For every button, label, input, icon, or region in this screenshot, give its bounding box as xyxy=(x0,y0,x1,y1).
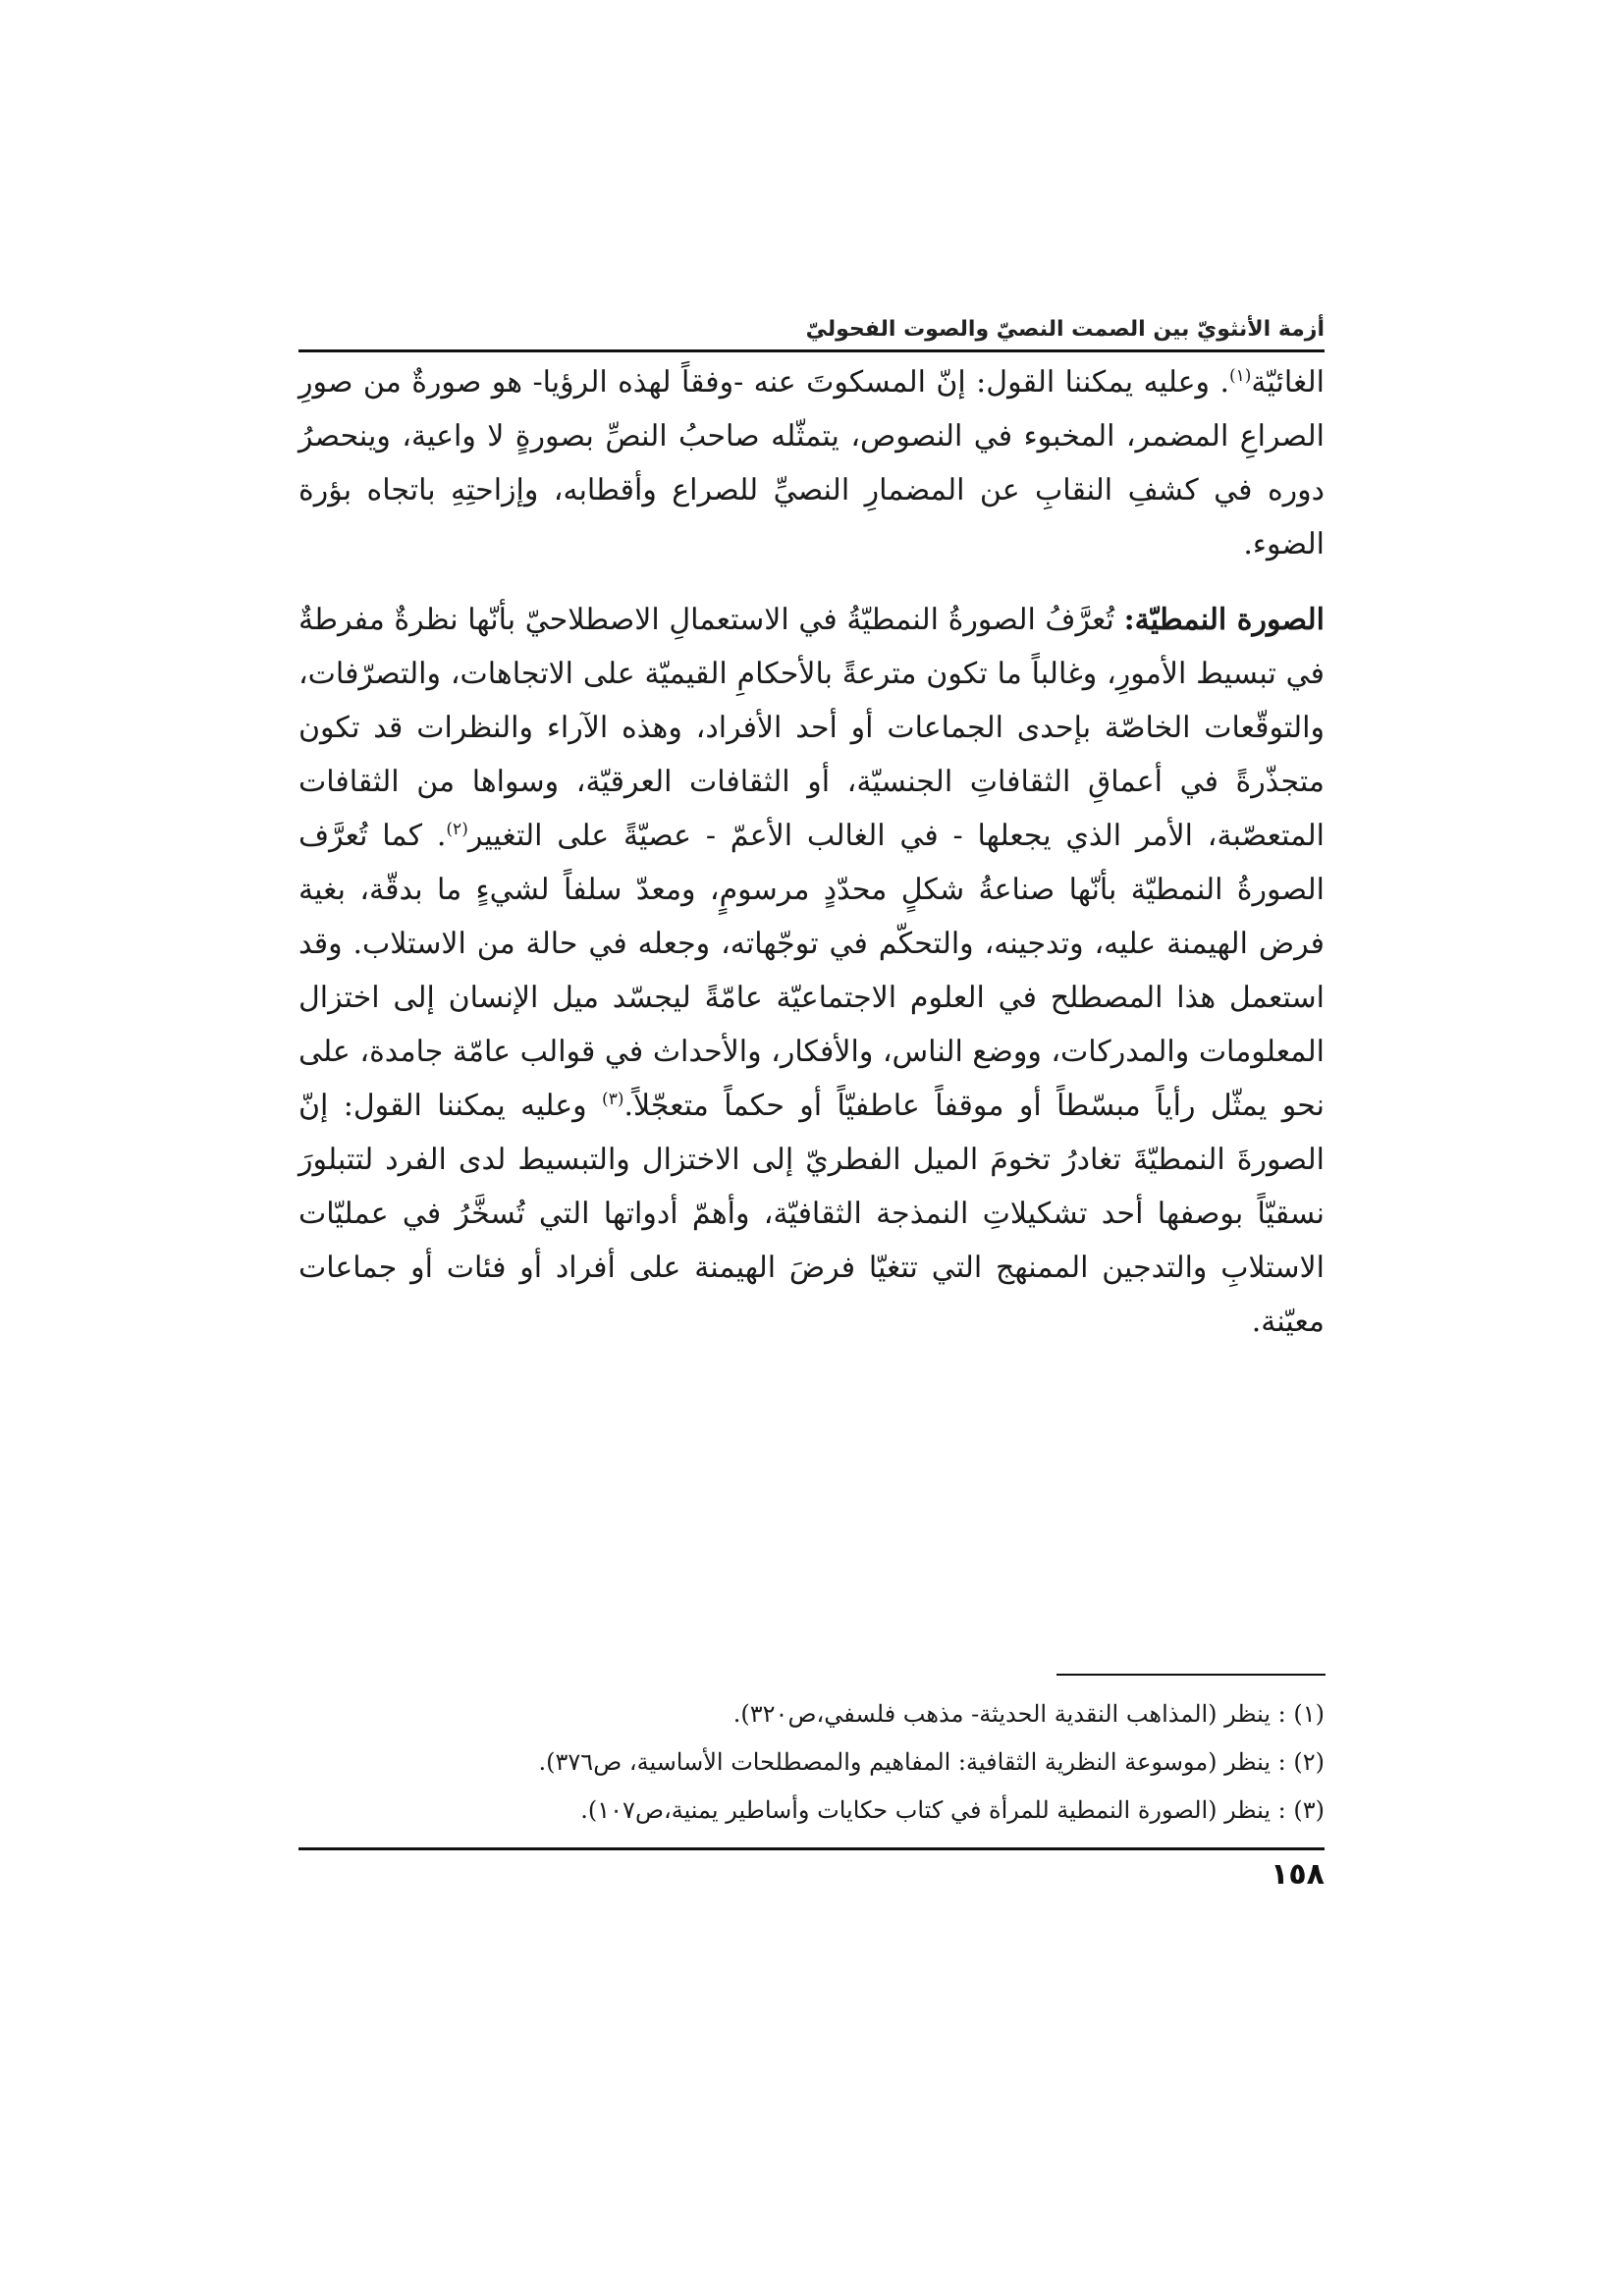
footnote-ref-1: (١) xyxy=(1229,366,1252,386)
footnote-ref-2: (٢) xyxy=(446,820,468,839)
footnote-3: (٣) : ينظر (الصورة النمطية للمرأة في كتاب حكايات وأساطير يمنية،ص١٠٧). xyxy=(580,1796,1325,1824)
page-number: ١٥٨ xyxy=(1271,1857,1325,1892)
footnote-1: (١) : ينظر (المذاهب النقدية الحديثة- مذهب فلسفي،ص٣٢٠). xyxy=(732,1700,1325,1728)
header-rule xyxy=(298,349,1325,352)
paragraph-intro-lead: الغائيّة xyxy=(1251,365,1325,400)
paragraph-intro xyxy=(298,355,1325,571)
definition-text-2: . كما تُعرَّف الصورةُ النمطيّة بأنّها صناعةُ شكلٍ محدّدٍ مرسومٍ، ومعدّ سلفاً لشيءٍ ما بدقّة، بغية فرض الهيمنة عليه، وتدجينه، والتحكّم في توجّهاته، وجعله في حالة من الاستلاب. وقد استعمل هذا المصطلح في العلوم الاجتماعيّة عامّةً ليجسّد ميل الإنسان إلى اختزال المعلومات والمدركات، ووضع الناس، والأفكار، والأحداث في قوالب عامّة جامدة، على نحو يمثّل رأياً مبسّطاً أو موقفاً عاطفيّاً أو حكماً متعجّلاً. xyxy=(298,819,1325,1123)
paragraph-intro-text: . وعليه يمكننا القول: إنّ المسكوتَ عنه -وفقاً لهذه الرؤيا- هو صورةٌ من صورِ الصراعِ المضمر، المخبوء في النصوص، يتمثّله صاحبُ النصِّ بصورةٍ لا واعية، وينحصرُ دوره في كشفِ النقابِ عن المضمارِ النصيِّ للصراع وأقطابه، وإزاحتِهِ باتجاه بؤرة الضوء. xyxy=(298,365,1326,561)
footnote-separator xyxy=(1056,1674,1326,1676)
term-heading: الصورة النمطيّة: xyxy=(1123,603,1325,637)
footnote-2: (٢) : ينظر (موسوعة النظرية الثقافية: المفاهيم والمصطلحات الأساسية، ص٣٧٦). xyxy=(538,1748,1325,1776)
definition-text-3: وعليه يمكننا القول: إنّ الصورةَ النمطيّةَ تغادرُ تخومَ الميل الفطريّ إلى الاختزال والتبسيط لدى الفرد لتتبلورَ نسقيّاً بوصفها أحد تشكيلاتِ النمذجة الثقافيّة، وأهمّ أدواتها التي تُسخَّرُ في عمليّات الاستلابِ والتدجين الممنهج التي تتغيّا فرضَ الهيمنة على أفراد أو فئات أو جماعات معيّنة. xyxy=(298,1089,1325,1339)
footer-rule xyxy=(298,1847,1325,1850)
running-head: أزمة الأنثويّ بين الصمت النصيّ والصوت الفحوليّ xyxy=(805,317,1325,342)
footnote-ref-3: (٣) xyxy=(602,1090,624,1109)
paragraph-definition xyxy=(298,593,1325,1349)
definition-text-1: تُعرَّفُ الصورةُ النمطيّةُ في الاستعمالِ الاصطلاحيّ بأنّها نظرةٌ مفرطةٌ في تبسيط الأمورِ، وغالباً ما تكون مترعةً بالأحكامِ القيميّة على الاتجاهات، والتصرّفات، والتوقّعات الخاصّة بإحدى الجماعات أو أحد الأفراد، وهذه الآراء والنظرات قد تكون متجذّرةً في أعماقِ الثقافاتِ الجنسيّة، أو الثقافات العرقيّة، وسواها من الثقافات المتعصّبة، الأمر الذي يجعلها - في الغالب الأعمّ - عصيّةً على التغيير xyxy=(298,603,1325,853)
footnotes xyxy=(298,1690,1325,1835)
body-text xyxy=(298,355,1325,1349)
